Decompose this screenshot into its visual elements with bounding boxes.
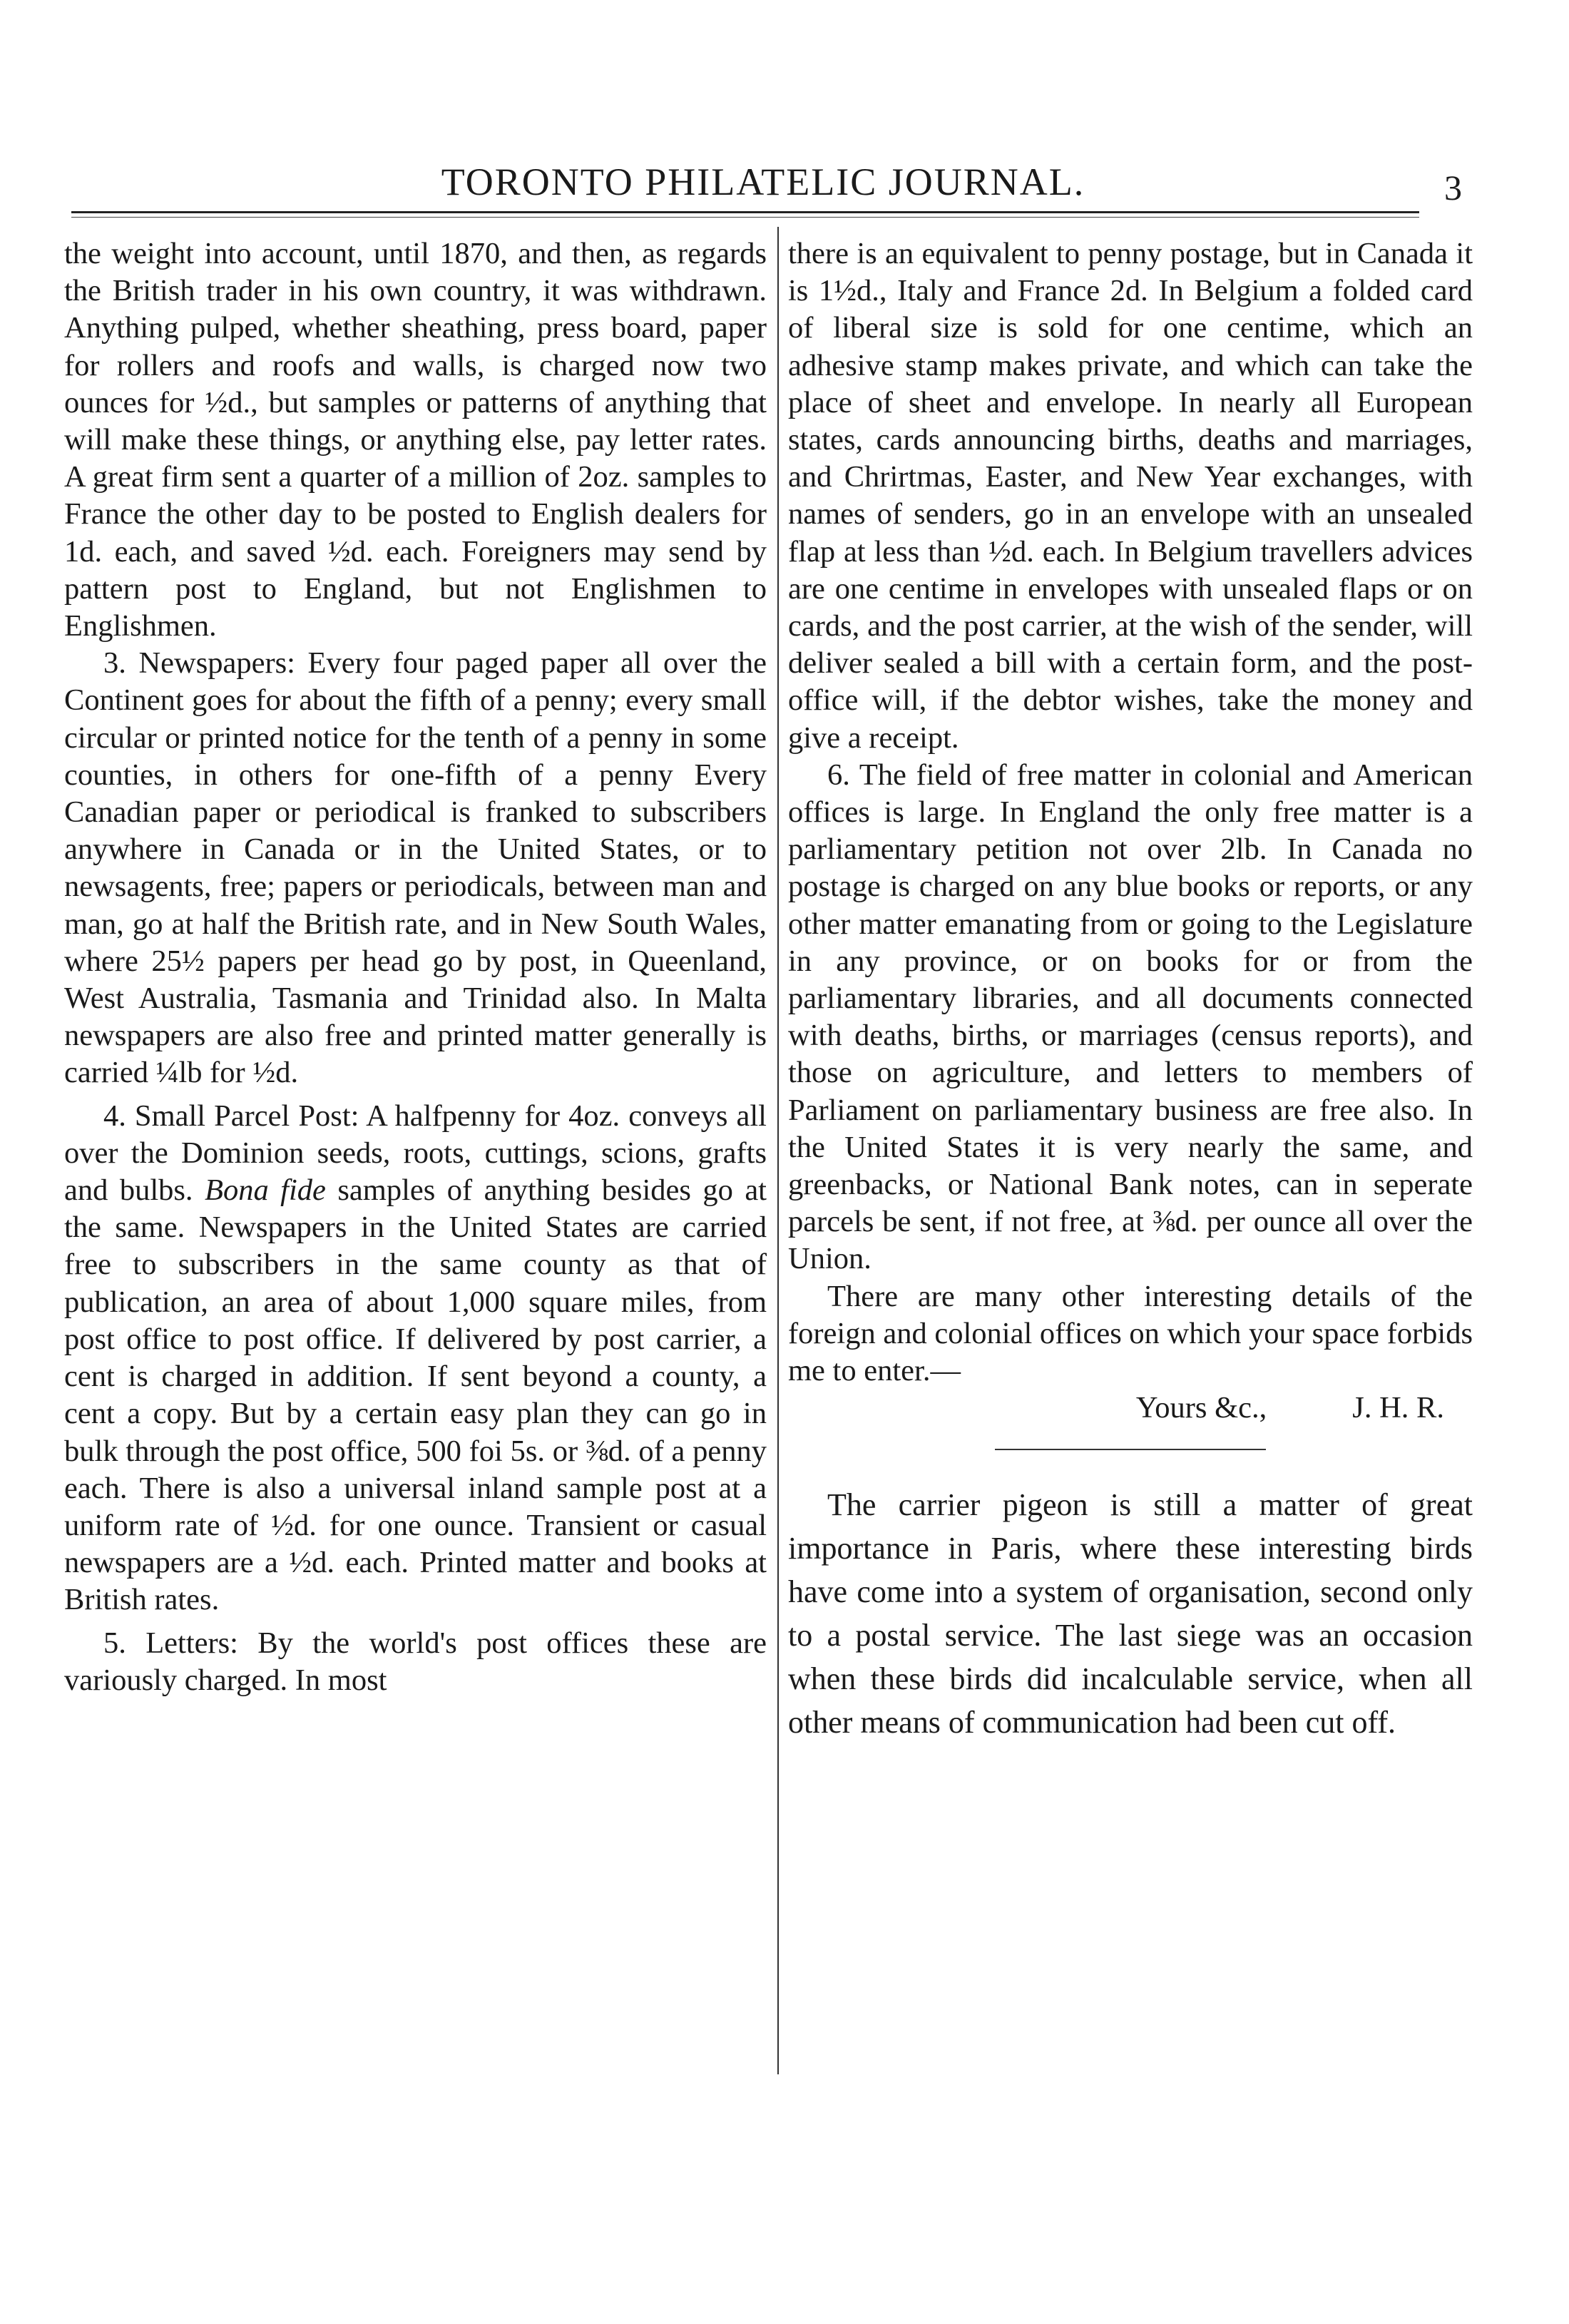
paragraph-closing: There are many other interesting details of the foreign and colonial offices on which your space forbids me to enter.—: [788, 1279, 1473, 1388]
paragraph-free-matter: 6. The field of free matter in colonial and American offices is large. In England the only free matter is a parliamentary petition not over 2lb. In Canada no postage is charged on any blue books or reports, or any other matter emanating from or going to the Legislature in any province, or on books for or from the parliamentary libraries, and all documents connected with deaths, births, or marriages (census reports), and those on agriculture, and letters to members of Parliament on parliamentary business are free also. In the United States it is very nearly the same, and greenbacks, or National Bank notes, can in seperate parcels be sent, if not free, at ⅜d. per ounce all over the Union.: [788, 758, 1473, 1276]
signoff-yours: Yours &c.,: [1135, 1391, 1267, 1425]
running-header: [64, 157, 1462, 214]
right-column: [788, 235, 1473, 1744]
paragraph-small-parcel-post: [64, 1098, 767, 1619]
signoff: [788, 1390, 1473, 1427]
paragraph-continuation: the weight into account, until 1870, and then, as regards the British trader in his own country, it was withdrawn. Anything pulped, whether sheathing, press board, paper for rollers and roofs and walls, is charged now two ounces for ½d., but samples or patterns of anything that will make these things, or anything else, pay letter rates. A great firm sent a quarter of a million of 2oz. samples to France the other day to be posted to English dealers for 1d. each, and saved ½d. each. Foreigners may send by pattern post to England, but not Englishmen to Englishmen.: [64, 237, 767, 643]
page-number: 3: [1444, 168, 1462, 208]
parcel-post-rest: samples of anything besides go at the same. Newspapers in the United States are carried free to subscribers in the same county as that of publication, an area of about 1,000 square miles, from post office to post office. If delivered by post carrier, a cent is charged in addition. If sent beyond a county, a cent a copy. But by a certain easy plan they can go in bulk through the post office, 500 foi 5s. or ⅜d. of a penny each. There is also a universal inland sample post at a uniform rate of ½d. for one ounce. Transient or casual newspapers are a ½d. each. Printed matter and books at British rates.: [64, 1173, 767, 1617]
section-rule: [995, 1449, 1266, 1450]
paragraph-letters-continued: there is an equivalent to penny postage, but in Canada it is 1½d., Italy and France 2d. In Belgium a folded card of liberal size is sold for one centime, which an adhesive stamp makes private, and which can take the place of sheet and envelope. In nearly all European states, cards announcing births, deaths and marriages, and Chrirtmas, Easter, and New Year exchanges, with names of senders, go in an envelope with an unsealed flap at less than ½d. each. In Belgium travellers advices are one centime in envelopes with unsealed flaps or on cards, and the post carrier, at the wish of the sender, will deliver sealed a bill with a certain form, and the post-office will, if the debtor wishes, take the money and give a receipt.: [788, 237, 1473, 755]
signoff-initials: J. H. R.: [1352, 1391, 1444, 1425]
left-column: [64, 235, 767, 1699]
paragraph-carrier-pigeon: The carrier pigeon is still a matter of great importance in Paris, where these interesting birds have come into a system of organisation, second only to a postal service. The last siege was an occasion when these birds did incalculable service, when all other means of communication had been cut off.: [788, 1487, 1473, 1740]
parcel-post-lead: 4. Small Parcel Post: A halfpenny for 4oz. conveys all over the Dominion seeds, roots, cuttings, scions, grafts and bulbs.: [64, 1099, 767, 1208]
column-divider: [777, 227, 779, 2074]
header-rule-thin: [71, 217, 1419, 218]
paragraph-letters: 5. Letters: By the world's post offices these are variously charged. In most: [64, 1626, 767, 1697]
parcel-post-italic: Bona fide: [205, 1173, 326, 1208]
paragraph-newspapers: 3. Newspapers: Every four paged paper all over the Continent goes for about the fifth of a penny; every small circular or printed notice for the tenth of a penny in some counties, in others for one-fifth of a penny Every Canadian paper or periodical is franked to subscribers anywhere in Canada or in the United States, or to newsagents, free; papers or periodicals, between man and man, go at half the British rate, and in New South Wales, where 25½ papers per head go by post, in Queenland, West Australia, Tasmania and Trinidad also. In Malta newspapers are also free and printed matter generally is carried ¼lb for ½d.: [64, 646, 767, 1090]
journal-title: TORONTO PHILATELIC JOURNAL.: [441, 160, 1085, 203]
header-rule: [71, 211, 1419, 213]
